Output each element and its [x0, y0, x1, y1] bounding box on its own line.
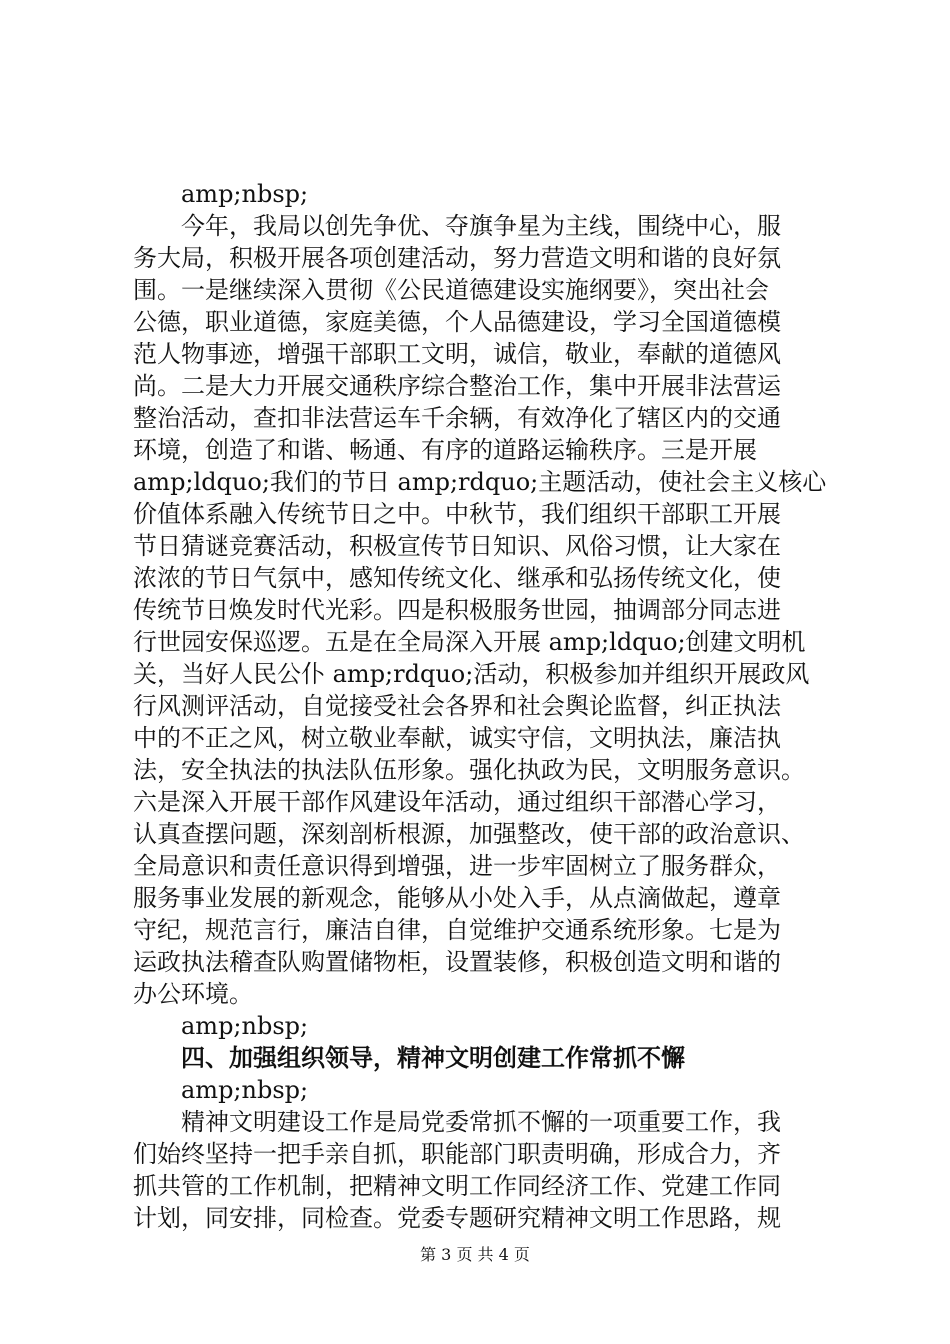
paragraph-line: 节日猜谜竞赛活动，积极宣传节日知识、风俗习惯，让大家在 [133, 532, 781, 560]
paragraph-line: 关，当好人民公仆 amp;rdquo;活动，积极参加并组织开展政风 [133, 660, 810, 688]
page-number-footer: 第 3 页 共 4 页 [420, 1245, 530, 1264]
paragraph-line: 行世园安保巡逻。五是在全局深入开展 amp;ldquo;创建文明机 [133, 628, 806, 656]
paragraph-line: 六是深入开展干部作风建设年活动，通过组织干部潜心学习， [133, 788, 781, 816]
paragraph-line: 整治活动，查扣非法营运车千余辆，有效净化了辖区内的交通 [133, 404, 781, 432]
paragraph-line: 认真查摆问题，深刻剖析根源，加强整改，使干部的政治意识、 [133, 820, 805, 848]
paragraph-line: 浓浓的节日气氛中，感知传统文化、继承和弘扬传统文化，使 [133, 564, 781, 592]
paragraph-line: 运政执法稽查队购置储物柜，设置装修，积极创造文明和谐的 [133, 948, 781, 976]
paragraph-line: 服务事业发展的新观念，能够从小处入手，从点滴做起，遵章 [133, 884, 781, 912]
paragraph-line: 价值体系融入传统节日之中。中秋节，我们组织干部职工开展 [133, 500, 781, 528]
section-heading: 四、加强组织领导，精神文明创建工作常抓不懈 [181, 1044, 685, 1072]
nbsp-line: amp;nbsp; [181, 1076, 309, 1104]
paragraph-line: 务大局，积极开展各项创建活动，努力营造文明和谐的良好氛 [133, 244, 781, 272]
nbsp-line: amp;nbsp; [181, 180, 309, 208]
paragraph-line: 环境，创造了和谐、畅通、有序的道路运输秩序。三是开展 [133, 436, 757, 464]
paragraph-line: 抓共管的工作机制，把精神文明工作同经济工作、党建工作同 [133, 1172, 781, 1200]
paragraph-line: 范人物事迹，增强干部职工文明，诚信，敬业，奉献的道德风 [133, 340, 781, 368]
paragraph-line: 传统节日焕发时代光彩。四是积极服务世园，抽调部分同志进 [133, 596, 781, 624]
paragraph-line: 精神文明建设工作是局党委常抓不懈的一项重要工作，我 [181, 1108, 781, 1136]
paragraph-line: 计划，同安排，同检查。党委专题研究精神文明工作思路，规 [133, 1204, 781, 1232]
paragraph-line: 全局意识和责任意识得到增强，进一步牢固树立了服务群众， [133, 852, 781, 880]
nbsp-line: amp;nbsp; [181, 1012, 309, 1040]
paragraph-line: 公德，职业道德，家庭美德，个人品德建设，学习全国道德模 [133, 308, 781, 336]
paragraph-line: 守纪，规范言行，廉洁自律，自觉维护交通系统形象。七是为 [133, 916, 781, 944]
paragraph-line: 行风测评活动，自觉接受社会各界和社会舆论监督，纠正执法 [133, 692, 781, 720]
paragraph-line: amp;ldquo;我们的节日 amp;rdquo;主题活动，使社会主义核心 [133, 468, 827, 496]
paragraph-line: 今年，我局以创先争优、夺旗争星为主线，围绕中心，服 [181, 212, 781, 240]
paragraph-line: 们始终坚持一把手亲自抓，职能部门职责明确，形成合力，齐 [133, 1140, 781, 1168]
paragraph-line: 中的不正之风，树立敬业奉献，诚实守信，文明执法，廉洁执 [133, 724, 781, 752]
paragraph-line: 围。一是继续深入贯彻《公民道德建设实施纲要》，突出社会 [133, 276, 769, 304]
paragraph-line: 办公环境。 [133, 980, 253, 1008]
paragraph-line: 法，安全执法的执法队伍形象。强化执政为民，文明服务意识。 [133, 756, 805, 784]
paragraph-line: 尚。二是大力开展交通秩序综合整治工作，集中开展非法营运 [133, 372, 781, 400]
